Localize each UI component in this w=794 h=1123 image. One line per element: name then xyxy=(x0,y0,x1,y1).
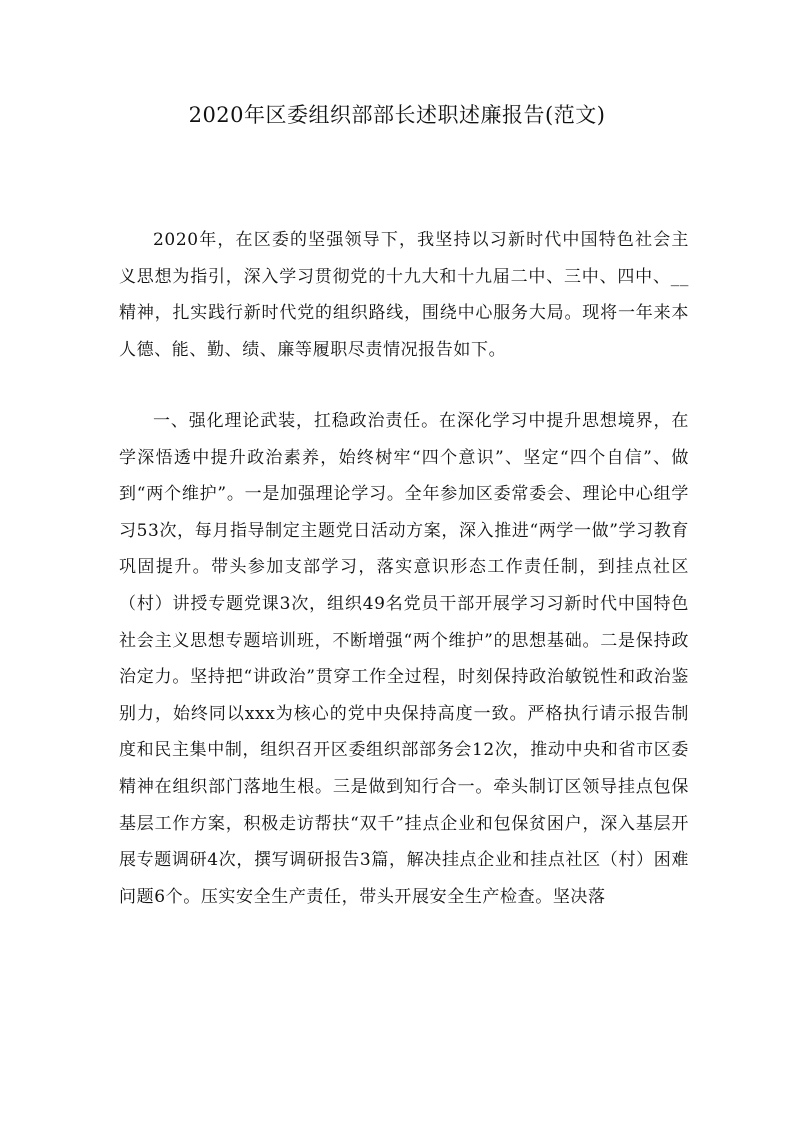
paragraph-section-one: 一、强化理论武装，扛稳政治责任。在深化学习中提升思想境界，在学深悟透中提升政治素养，始终树牢“四个意识”、坚定“四个自信”、做到“两个维护”。一是加强理论学习。全年参加区委常委会、理论中心组学习53次，每月指导制定主题党日活动方案，深入推进“两学一做”学习教育巩固提升。带头参加支部学习，落实意识形态工作责任制，到挂点社区（村）讲授专题党课3次，组织49名党员干部开展学习习新时代中国特色社会主义思想专题培训班，不断增强“两个维护”的思想基础。二是保持政治定力。坚持把“讲政治”贯穿工作全过程，时刻保持政治敏锐性和政治鉴别力，始终同以xxx为核心的党中央保持高度一致。严格执行请示报告制度和民主集中制，组织召开区委组织部部务会12次，推动中央和省市区委精神在组织部门落地生根。三是做到知行合一。牵头制订区领导挂点包保基层工作方案，积极走访帮扶“双千”挂点企业和包保贫困户，深入基层开展专题调研4次，撰写调研报告3篇，解决挂点企业和挂点社区（村）困难问题6个。压实安全生产责任，带头开展安全生产检查。坚决落 xyxy=(119,411,689,907)
document-title: 2020年区委组织部部长述职述廉报告(范文) xyxy=(188,103,606,127)
paragraph-intro: 2020年，在区委的坚强领导下，我坚持以习新时代中国特色社会主义思想为指引，深入学习贯彻党的十九大和十九届二中、三中、四中、__精神，扎实践行新时代党的组织路线，围绕中心服务大局。现将一年来本人德、能、勤、绩、廉等履职尽责情况报告如下。 xyxy=(119,230,689,360)
